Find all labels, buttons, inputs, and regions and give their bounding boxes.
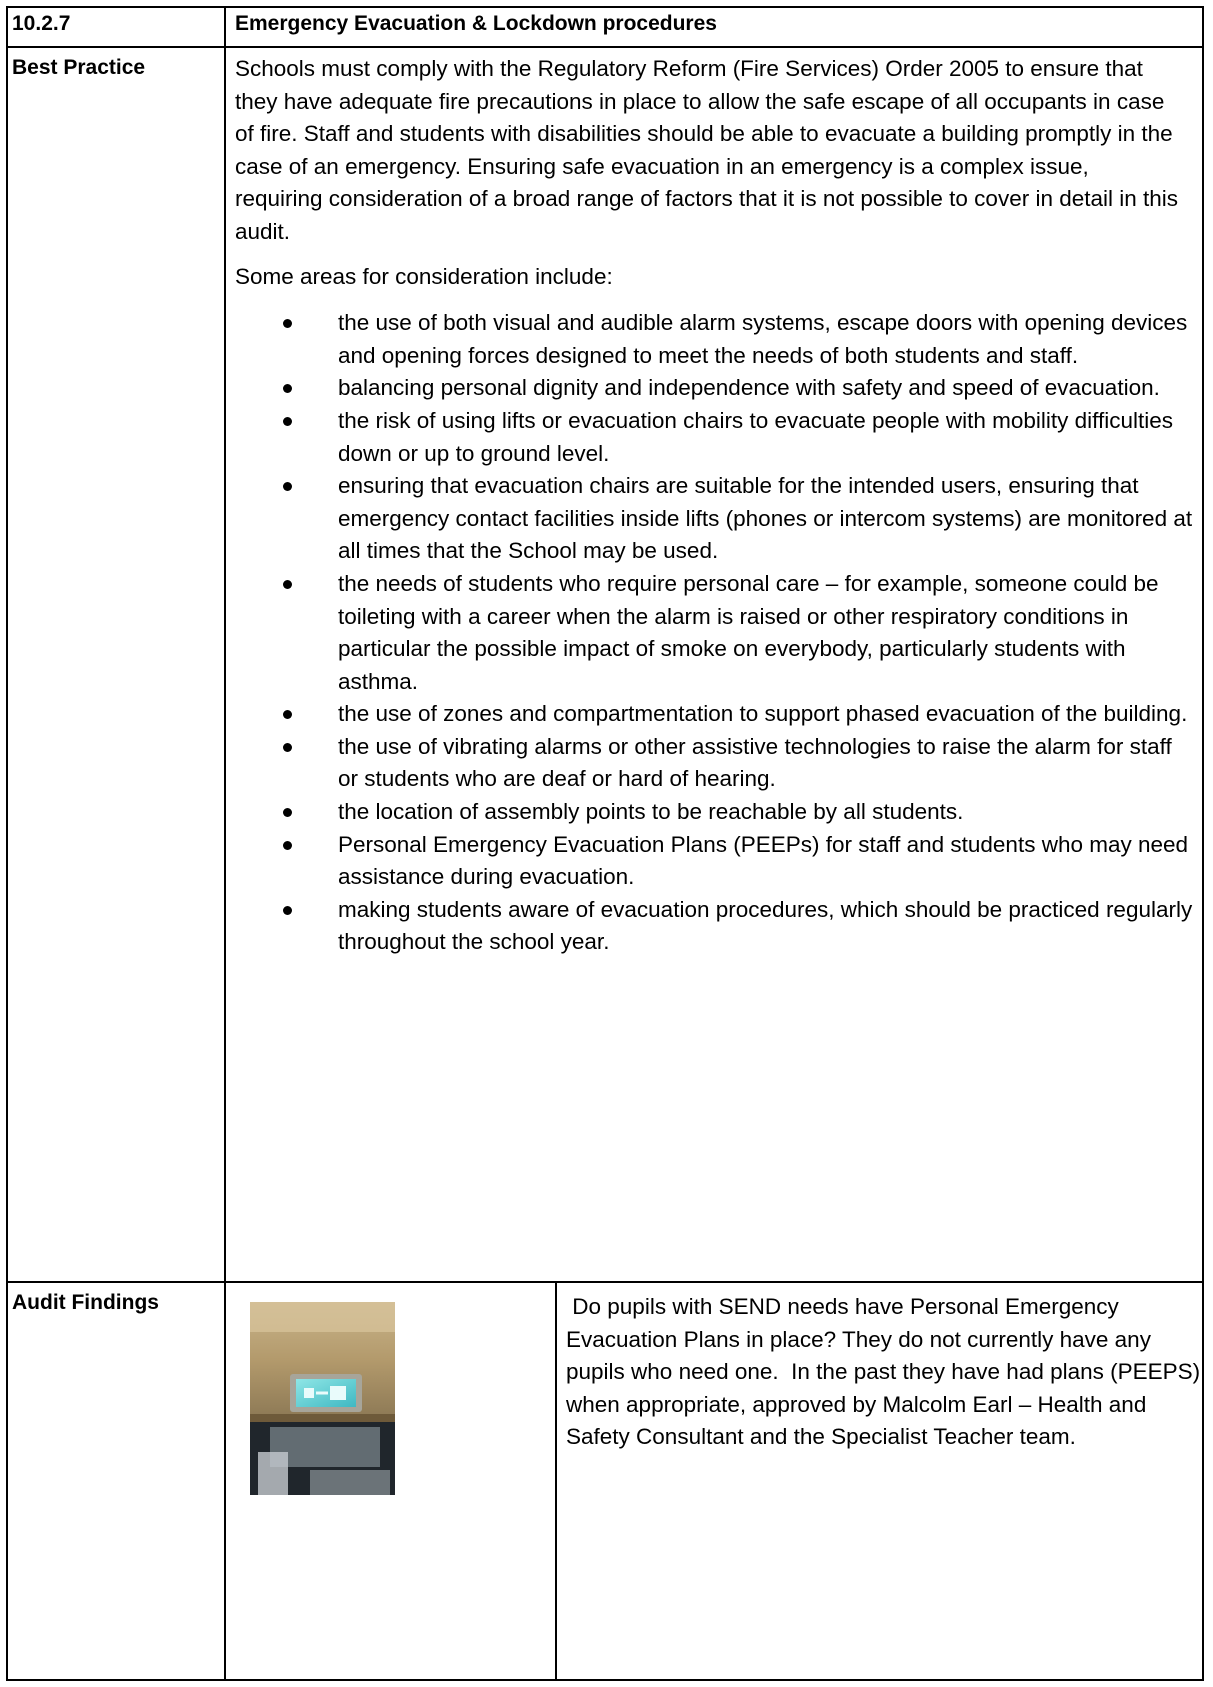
list-item: balancing personal dignity and independence with safety and speed of evacuation. <box>235 372 1195 405</box>
list-item: the risk of using lifts or evacuation chairs to evacuate people with mobility difficulties down or up to ground level. <box>235 405 1195 470</box>
section-ref: 10.2.7 <box>12 12 71 35</box>
list-item: the needs of students who require personal care – for example, someone could be toileting with a career when the alarm is raised or other respiratory conditions in particular the possible impact of smoke on everybody, particularly students with asthma. <box>235 568 1195 698</box>
row-divider-2 <box>6 1281 1204 1283</box>
bullet-icon <box>283 580 292 589</box>
list-item: making students aware of evacuation procedures, which should be practiced regularly throughout the school year. <box>235 894 1195 959</box>
areas-intro: Some areas for consideration include: <box>235 263 613 289</box>
bullet-icon <box>283 743 292 752</box>
consideration-list <box>235 307 1195 959</box>
emergency-exit-sign-photo <box>250 1302 395 1495</box>
bullet-icon <box>283 482 292 491</box>
audit-findings-label: Audit Findings <box>12 1291 159 1314</box>
best-practice-label: Best Practice <box>12 56 146 79</box>
bullet-icon <box>283 417 292 426</box>
bullet-icon <box>283 841 292 850</box>
bullet-icon <box>283 319 292 328</box>
list-item: the use of zones and compartmentation to support phased evacuation of the building. <box>235 698 1195 731</box>
best-practice-content <box>235 53 1195 959</box>
findings-column-divider <box>555 1281 557 1681</box>
list-item: Personal Emergency Evacuation Plans (PEEPs) for staff and students who may need assistance during evacuation. <box>235 829 1195 894</box>
row-divider-1 <box>6 46 1204 48</box>
bullet-icon <box>283 710 292 719</box>
column-divider <box>224 6 226 1681</box>
audit-findings-text: Do pupils with SEND needs have Personal Emergency Evacuation Plans in place? They do not currently have any pupils who need one. In the past they have had plans (PEEPS) when appropriate, approved by Malcolm Earl – Health and Safety Consultant and the Specialist Teacher team. <box>566 1294 1207 1450</box>
bullet-icon <box>283 906 292 915</box>
list-item: ensuring that evacuation chairs are suitable for the intended users, ensuring that emergency contact facilities inside lifts (phones or intercom systems) are monitored at all times that the School may be used. <box>235 470 1195 568</box>
bullet-icon <box>283 384 292 393</box>
list-item: the use of both visual and audible alarm systems, escape doors with opening devices and opening forces designed to meet the needs of both students and staff. <box>235 307 1195 372</box>
section-title: Emergency Evacuation & Lockdown procedures <box>235 12 717 35</box>
list-item: the use of vibrating alarms or other assistive technologies to raise the alarm for staff or students who are deaf or hard of hearing. <box>235 731 1195 796</box>
best-practice-intro: Schools must comply with the Regulatory Reform (Fire Services) Order 2005 to ensure that they have adequate fire precautions in place to allow the safe escape of all occupants in case of fire. Staff and students with disabilities should be able to evacuate a building promptly in the case of an emergency. Ensuring safe evacuation in an emergency is a complex issue, requiring consideration of a broad range of factors that it is not possible to cover in detail in this audit. <box>235 56 1179 244</box>
list-item: the location of assembly points to be reachable by all students. <box>235 796 1195 829</box>
bullet-icon <box>283 808 292 817</box>
